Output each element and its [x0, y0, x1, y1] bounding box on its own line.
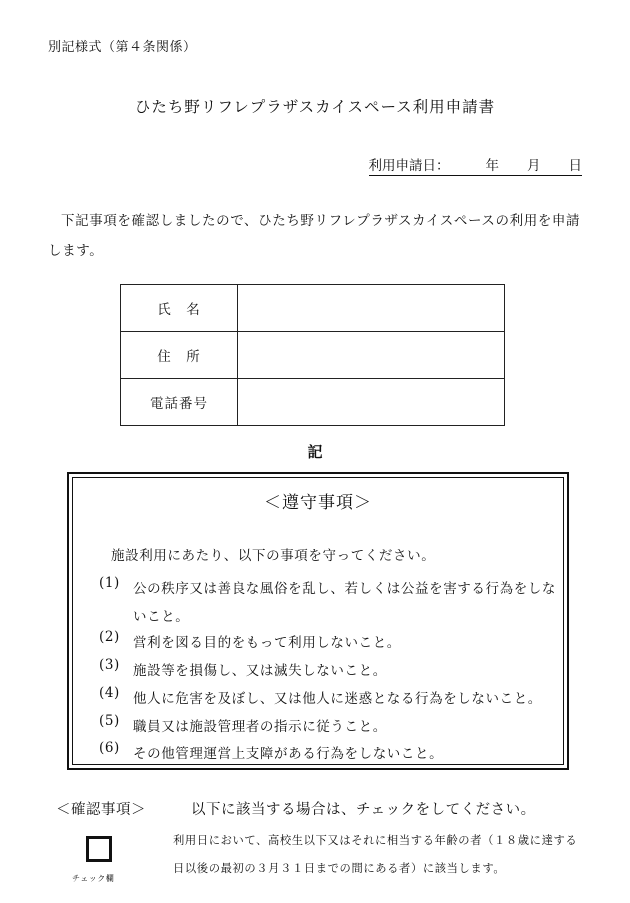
- date-day-label: 日: [568, 158, 582, 174]
- table-row-address: [121, 332, 505, 379]
- rule-number: (5): [99, 713, 120, 729]
- application-date-line: [369, 154, 583, 176]
- name-field[interactable]: [238, 285, 505, 332]
- rule-item-3: [99, 657, 559, 685]
- rule-text: 職員又は施設管理者の指示に従うこと。: [133, 719, 387, 735]
- rule-number: (6): [99, 740, 120, 756]
- phone-field[interactable]: [238, 379, 505, 426]
- rule-number: (2): [99, 629, 120, 645]
- rules-lead: 施設利用にあたり、以下の事項を守ってください。: [111, 548, 436, 564]
- form-reference: 別記様式（第４条関係）: [48, 40, 197, 55]
- rules-title: ＜遵守事項＞: [264, 493, 372, 513]
- rules-box: [67, 472, 569, 770]
- rule-item-4: [99, 685, 559, 713]
- date-month-label: 月: [527, 158, 541, 174]
- applicant-info-table: [120, 284, 505, 426]
- table-row-phone: [121, 379, 505, 426]
- ki-heading: 記: [307, 443, 323, 461]
- table-row-name: [121, 285, 505, 332]
- address-label: 住 所: [121, 332, 238, 379]
- rule-text: 営利を図る目的をもって利用しないこと。: [133, 635, 401, 651]
- rule-text: その他管理運営上支障がある行為をしないこと。: [133, 746, 444, 762]
- rules-inner-frame: [72, 477, 564, 765]
- rule-text: 公の秩序又は善良な風俗を乱し、若しくは公益を害する行為をしないこと。: [133, 581, 556, 625]
- rule-number: (1): [99, 575, 120, 591]
- document-title: ひたち野リフレプラザスカイスペース利用申請書: [134, 98, 496, 116]
- phone-label: 電話番号: [121, 379, 238, 426]
- rule-item-6: [99, 740, 559, 768]
- confirm-heading: ＜確認事項＞: [56, 802, 146, 818]
- rule-text: 他人に危害を及ぼし、又は他人に迷惑となる行為をしないこと。: [133, 691, 542, 707]
- confirm-statement: 利用日において、高校生以下又はそれに相当する年齢の者（１８歳に達する日以後の最初の３月３１日までの間にある者）に該当します。: [173, 834, 578, 875]
- rule-number: (3): [99, 657, 120, 673]
- intro-paragraph: 下記事項を確認しましたので、ひたち野リフレプラザスカイスペースの利用を申請します。: [48, 213, 581, 259]
- rule-item-2: [99, 629, 559, 657]
- eligibility-checkbox[interactable]: [86, 836, 112, 862]
- date-year-label: 年: [485, 158, 499, 174]
- date-label: 利用申請日：: [368, 158, 450, 174]
- rule-number: (4): [99, 685, 120, 701]
- confirm-instruction: 以下に該当する場合は、チェックをしてください。: [191, 802, 536, 818]
- name-label: 氏 名: [121, 285, 238, 332]
- address-field[interactable]: [238, 332, 505, 379]
- checkbox-caption: チェック欄: [72, 874, 115, 883]
- rule-item-5: [99, 713, 559, 741]
- rule-item-1: [99, 575, 559, 631]
- rule-text: 施設等を損傷し、又は滅失しないこと。: [133, 663, 387, 679]
